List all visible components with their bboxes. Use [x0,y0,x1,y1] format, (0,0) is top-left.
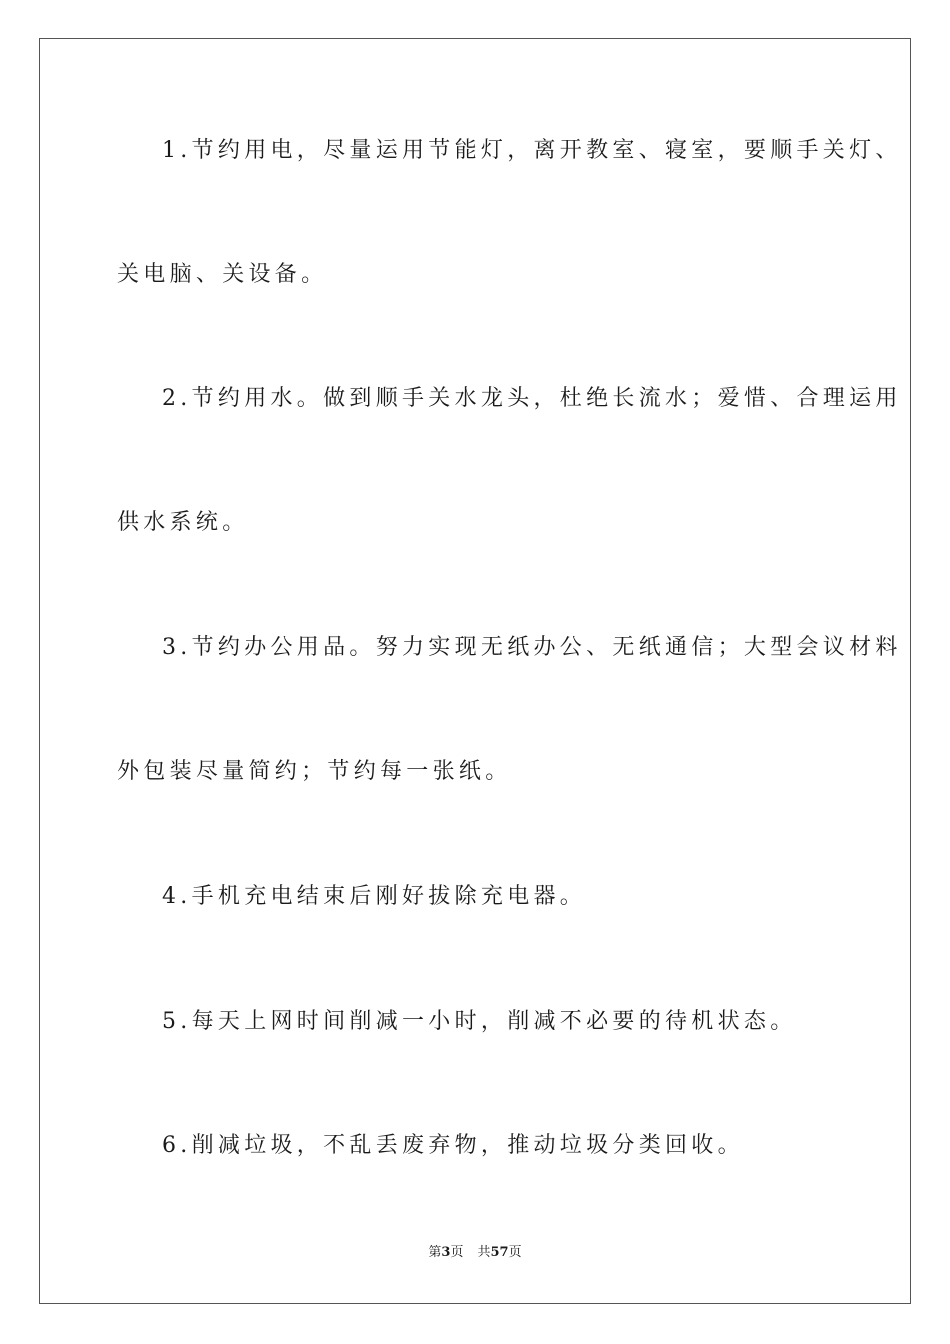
total-prefix: 共 [477,1245,491,1260]
page-number: 3 [441,1245,451,1260]
page-footer [0,1243,950,1263]
paragraph-4: 4.手机充电结束后刚好拔除充电器。 [162,884,587,909]
paragraph-3-line-2: 外包装尽量简约；节约每一张纸。 [117,759,512,784]
page-suffix: 页 [450,1245,464,1260]
paragraph-6: 6.削减垃圾，不乱丢废弃物，推动垃圾分类回收。 [162,1133,744,1158]
page-frame [39,38,911,1304]
paragraph-3-line-1: 3.节约办公用品。努力实现无纸办公、无纸通信；大型会议材料 [162,635,902,660]
paragraph-5: 5.每天上网时间削减一小时，削减不必要的待机状态。 [162,1009,797,1034]
paragraph-1-line-1: 1.节约用电，尽量运用节能灯，离开教室、寝室，要顺手关灯、 [162,138,902,163]
paragraph-2-line-2: 供水系统。 [117,510,249,535]
page-prefix: 第 [428,1245,442,1260]
paragraph-2-line-1: 2.节约用水。做到顺手关水龙头，杜绝长流水；爱惜、合理运用 [162,386,902,411]
total-suffix: 页 [508,1245,522,1260]
total-pages-number: 57 [490,1245,509,1260]
paragraph-1-line-2: 关电脑、关设备。 [117,262,328,287]
